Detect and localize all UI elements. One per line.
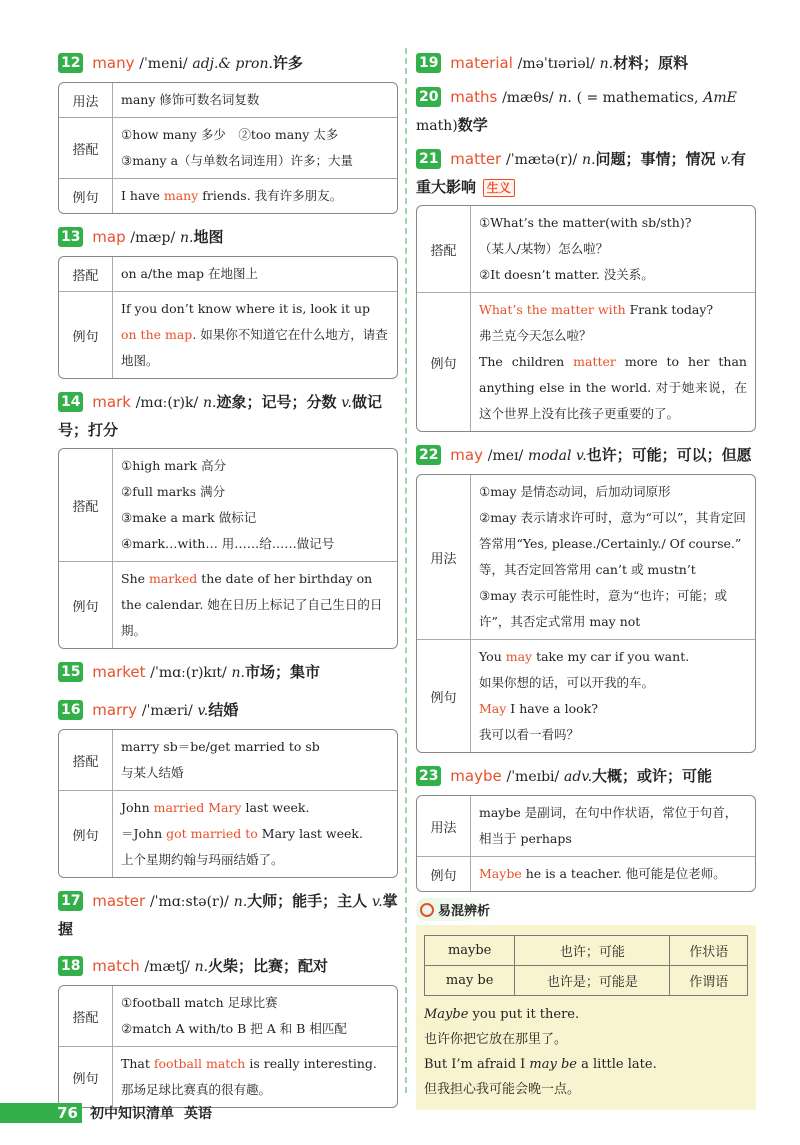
row-label: 搭配 [59,118,113,178]
row-label: 搭配 [59,730,113,790]
text: That [121,1056,154,1071]
phonetic: /mɑː(r)k/ [135,395,199,411]
entry-number: 16 [58,700,83,720]
headword [58,224,398,252]
line [479,696,747,722]
table-row [417,206,755,292]
confusion-title [416,898,502,921]
text: last week. [241,800,310,815]
row-label: 例句 [417,293,471,431]
text: Frank today? [625,302,714,317]
line: 弗兰克今天怎么啦？ [479,328,592,343]
table-row [425,936,748,966]
row-content: on a/the map 在地图上 [121,266,258,281]
text: you put it there. [468,1007,580,1022]
entry-table [416,205,756,432]
text: ＝John [121,826,167,841]
text: take my car if you want. [532,649,690,664]
line: ①may 是情态动词，后加动词原形 [479,484,671,499]
entry-map [58,224,398,379]
headword [416,84,756,140]
table-row [59,1046,397,1107]
region-tag: AmE [703,90,737,106]
text: he is a teacher. 他可能是位老师。 [521,866,726,881]
text: You [479,649,506,664]
entry-table [58,985,398,1108]
part-of-speech: n. [558,90,572,106]
gloss: 数学 [457,116,488,134]
gloss: 材料；原料 [613,54,689,72]
row-label: 搭配 [59,986,113,1046]
row-content [471,206,755,292]
text: She [121,571,149,586]
headword [58,697,398,725]
highlight: Maybe [479,866,522,881]
entry-number: 18 [58,956,83,976]
part-of-speech: n. [582,152,596,168]
line: marry sb＝be/get married to sb [121,739,320,754]
entry-match [58,953,398,1108]
example [113,562,397,648]
headword [416,146,756,201]
part-of-speech: n. [231,665,245,681]
highlight: May [479,701,507,716]
entry-matter [416,146,756,432]
row-label: 例句 [417,857,471,891]
entry-number: 14 [58,392,83,412]
example [113,292,397,378]
line: ②It doesn’t matter. 没关系。 [479,267,654,282]
entry-number: 21 [416,149,441,169]
phonetic: /ˈmɑː(r)kɪt/ [150,665,227,681]
footer-title [90,1103,212,1123]
cell: 也许；可能 [515,936,670,966]
highlight: matter [573,354,616,369]
row-label: 例句 [59,562,113,648]
row-label: 例句 [417,640,471,752]
gloss: 做记号；打分 [58,393,382,439]
text: The children [479,354,574,369]
line [424,1052,748,1077]
gloss: 掌握 [58,892,398,938]
magnifier-icon [420,903,434,917]
highlight: What’s the matter with [479,302,626,317]
row-content [113,449,397,561]
table-row [59,561,397,648]
part-of-speech: n. [203,395,217,411]
table-row [59,178,397,213]
entry-table [416,474,756,753]
table-row [417,796,755,856]
gloss: 火柴；比赛；配对 [208,957,329,975]
entry-maths [416,84,756,140]
entry-material [416,50,756,78]
row-content [113,986,397,1046]
comparison-table [424,935,748,996]
entry-number: 20 [416,87,441,107]
page-footer [0,1100,212,1126]
line [479,349,747,427]
part-of-speech: n. [599,56,614,72]
row-content [471,475,755,639]
headword [58,50,398,78]
entry-many [58,50,398,214]
highlight: marked [149,571,198,586]
word: matter [450,150,502,168]
text: more to her than anything else in the world. 对于她来说，在这个世界上没有比孩子更重要的了。 [479,354,747,421]
cell: may be [425,966,515,996]
entry-mark [58,389,398,649]
gloss: 许多 [272,54,303,72]
phonetic: /mæθs/ [502,90,554,106]
entry-number: 12 [58,53,83,73]
line: ③may 表示可能性时，意为“也许；可能；或许”，其否定式常用 may not [479,588,727,629]
page-number: 76 [0,1103,82,1123]
highlight: on the map [121,327,193,342]
word: material [450,54,513,72]
cell: 作谓语 [670,966,748,996]
confusion-box [416,925,756,1110]
table-row [425,966,748,996]
gloss: 结婚 [208,701,239,719]
entry-maybe [416,763,756,892]
row-label: 例句 [59,791,113,877]
phonetic: /ˈmæri/ [141,703,193,719]
gloss: 问题；事情；情况 [595,150,716,168]
entry-table [58,729,398,878]
text: If you don’t know where it is, look it up [121,301,371,316]
line: ④mark…with… 用……给……做记号 [121,536,335,551]
row-content [113,118,397,178]
example [113,179,397,213]
entry-table [58,256,398,379]
line [479,644,747,670]
line [479,297,747,323]
entry-number: 15 [58,662,83,682]
row-content [113,730,397,790]
row-label: 搭配 [59,449,113,561]
cell: 作状语 [670,936,748,966]
row-label: 例句 [59,1047,113,1107]
gloss: 大概；或许；可能 [592,767,713,785]
entry-master [58,888,398,943]
line: ②may 表示请求许可时，意为“可以”，其肯定回答常用“Yes, please./Certainly./ Of course.” 等，其否定回答常用 can’t 或 mustn’t [479,510,746,577]
entry-may [416,442,756,753]
entry-number: 17 [58,891,83,911]
headword [58,389,398,444]
table-row [59,790,397,877]
line [424,1002,748,1027]
highlight: may [505,649,533,664]
text: I have [121,188,164,203]
word: market [92,663,146,681]
highlight: football match [153,1056,246,1071]
cell: maybe [425,936,515,966]
line: ③many a（与单数名词连用）许多；大量 [121,153,354,168]
line: ①how many 多少 ②too many 太多 [121,127,339,142]
text: I have a look? [506,701,598,716]
line: ②match A with/to B 把 A 和 B 相匹配 [121,1021,347,1036]
row-label: 用法 [59,83,113,117]
gloss: 迹象；记号；分数 [216,393,337,411]
highlight: got married to [166,826,258,841]
example [471,857,755,891]
text: the date of her birthday on the calendar. 她在日历上标记了自己生日的日期。 [121,571,383,638]
word: match [92,957,140,975]
table-row [59,449,397,561]
headword [416,50,756,78]
part-of-speech: adv. [564,769,593,785]
entry-number: 23 [416,766,441,786]
gloss: 地图 [193,228,224,246]
column-divider [405,48,407,1093]
line: 也许你把它放在那里了。 [424,1032,568,1047]
table-row [59,83,397,117]
example [113,791,397,877]
gloss: 大师；能手；主人 [247,892,368,910]
word: master [92,892,146,910]
phonetic: /ˈmɑːstə(r)/ [149,894,229,910]
entry-number: 19 [416,53,441,73]
example [113,1047,397,1107]
row-label: 例句 [59,292,113,378]
text: friends. 我有许多朋友。 [198,188,343,203]
part-of-speech: v. [371,894,383,910]
table-row [59,257,397,291]
line: ①high mark 高分 [121,458,227,473]
table-row [417,856,755,891]
text: a little late. [577,1057,657,1072]
example [471,640,755,752]
row-label: 用法 [417,475,471,639]
headword [416,763,756,791]
word: map [92,228,126,246]
line: 我可以看一看吗？ [479,727,580,742]
word: maybe [450,767,502,785]
text: . 如果你不知道它在什么地方，请查地图。 [121,327,388,368]
right-column [416,50,756,1110]
word: marry [92,701,138,719]
line: 如果你想的话，可以开我的车。 [479,675,655,690]
entry-table [58,82,398,214]
part-of-speech: adj.& pron. [192,56,273,72]
line: ①What’s the matter(with sb/sth)? [479,215,692,230]
word: mark [92,393,131,411]
phonetic: /mæp/ [130,230,176,246]
entry-marry [58,697,398,878]
text: Mary last week. [257,826,363,841]
extended-meaning-badge: 生义 [483,179,515,197]
title-text: 易混辨析 [438,904,491,919]
table-row [59,986,397,1046]
definition: math) [416,118,458,134]
word: many [92,54,135,72]
line [121,795,389,821]
line: 那场足球比赛真的很有趣。 [121,1082,272,1097]
text: But I’m afraid I [424,1057,530,1072]
word: maths [450,88,498,106]
phonetic: /ˈmætə(r)/ [506,152,578,168]
table-row [59,291,397,378]
highlight: many [163,188,199,203]
phonetic: /məˈtɪəriəl/ [517,56,595,72]
line [121,821,389,847]
table-row [417,475,755,639]
part-of-speech: v. [341,395,352,411]
line: ②full marks 满分 [121,484,226,499]
definition: ( = mathematics, [576,90,699,106]
headword [58,659,398,687]
row-label: 搭配 [59,257,113,291]
emphasis: may be [529,1057,577,1072]
row-label: 例句 [59,179,113,213]
phonetic: /mætʃ/ [144,959,190,975]
table-row [59,117,397,178]
row-label: 用法 [417,796,471,856]
table-row [417,639,755,752]
table-row [59,730,397,790]
word: may [450,446,483,464]
left-column [58,50,398,1118]
line: ①football match 足球比赛 [121,995,278,1010]
example [471,293,755,431]
headword [58,888,398,943]
text: John [121,800,154,815]
row-label: 搭配 [417,206,471,292]
line: 与某人结婚 [121,765,184,780]
text: is really interesting. [245,1056,377,1071]
part-of-speech: n. [180,230,194,246]
line: ③make a mark 做标记 [121,510,257,525]
line [121,1051,389,1077]
highlight: married Mary [153,800,242,815]
entry-number: 13 [58,227,83,247]
entry-number: 22 [416,445,441,465]
phonetic: /ˈmeni/ [139,56,188,72]
entry-market [58,659,398,687]
gloss: 有重大影响 [416,150,747,196]
part-of-speech: n. [233,894,248,910]
emphasis: Maybe [424,1007,469,1022]
cell: 也许是；可能是 [515,966,670,996]
gloss: 市场；集市 [244,663,320,681]
table-row [417,292,755,431]
row-content: maybe 是副词，在句中作状语，常位于句首，相当于 perhaps [479,805,738,846]
line: 但我担心我可能会晚一点。 [424,1082,581,1097]
phonetic: /ˈmeɪbi/ [506,769,560,785]
headword [416,442,756,470]
part-of-speech: modal v. [528,448,587,464]
book-title: 初中知识清单 [90,1106,174,1122]
confusion-section [416,896,756,1110]
headword [58,953,398,981]
row-content [113,83,397,117]
line: （某人/某物）怎么啦？ [479,241,609,256]
subject: 英语 [184,1106,212,1122]
phonetic: /meɪ/ [487,448,524,464]
line: many 修饰可数名词复数 [121,92,260,107]
gloss: 也许；可能；可以；但愿 [586,446,752,464]
entry-table [416,795,756,892]
part-of-speech: n. [194,959,209,975]
line: 上个星期约翰与玛丽结婚了。 [121,852,284,867]
confusion-examples [424,1002,748,1102]
part-of-speech: v. [197,703,209,719]
entry-table [58,448,398,649]
part-of-speech: v. [720,152,732,168]
